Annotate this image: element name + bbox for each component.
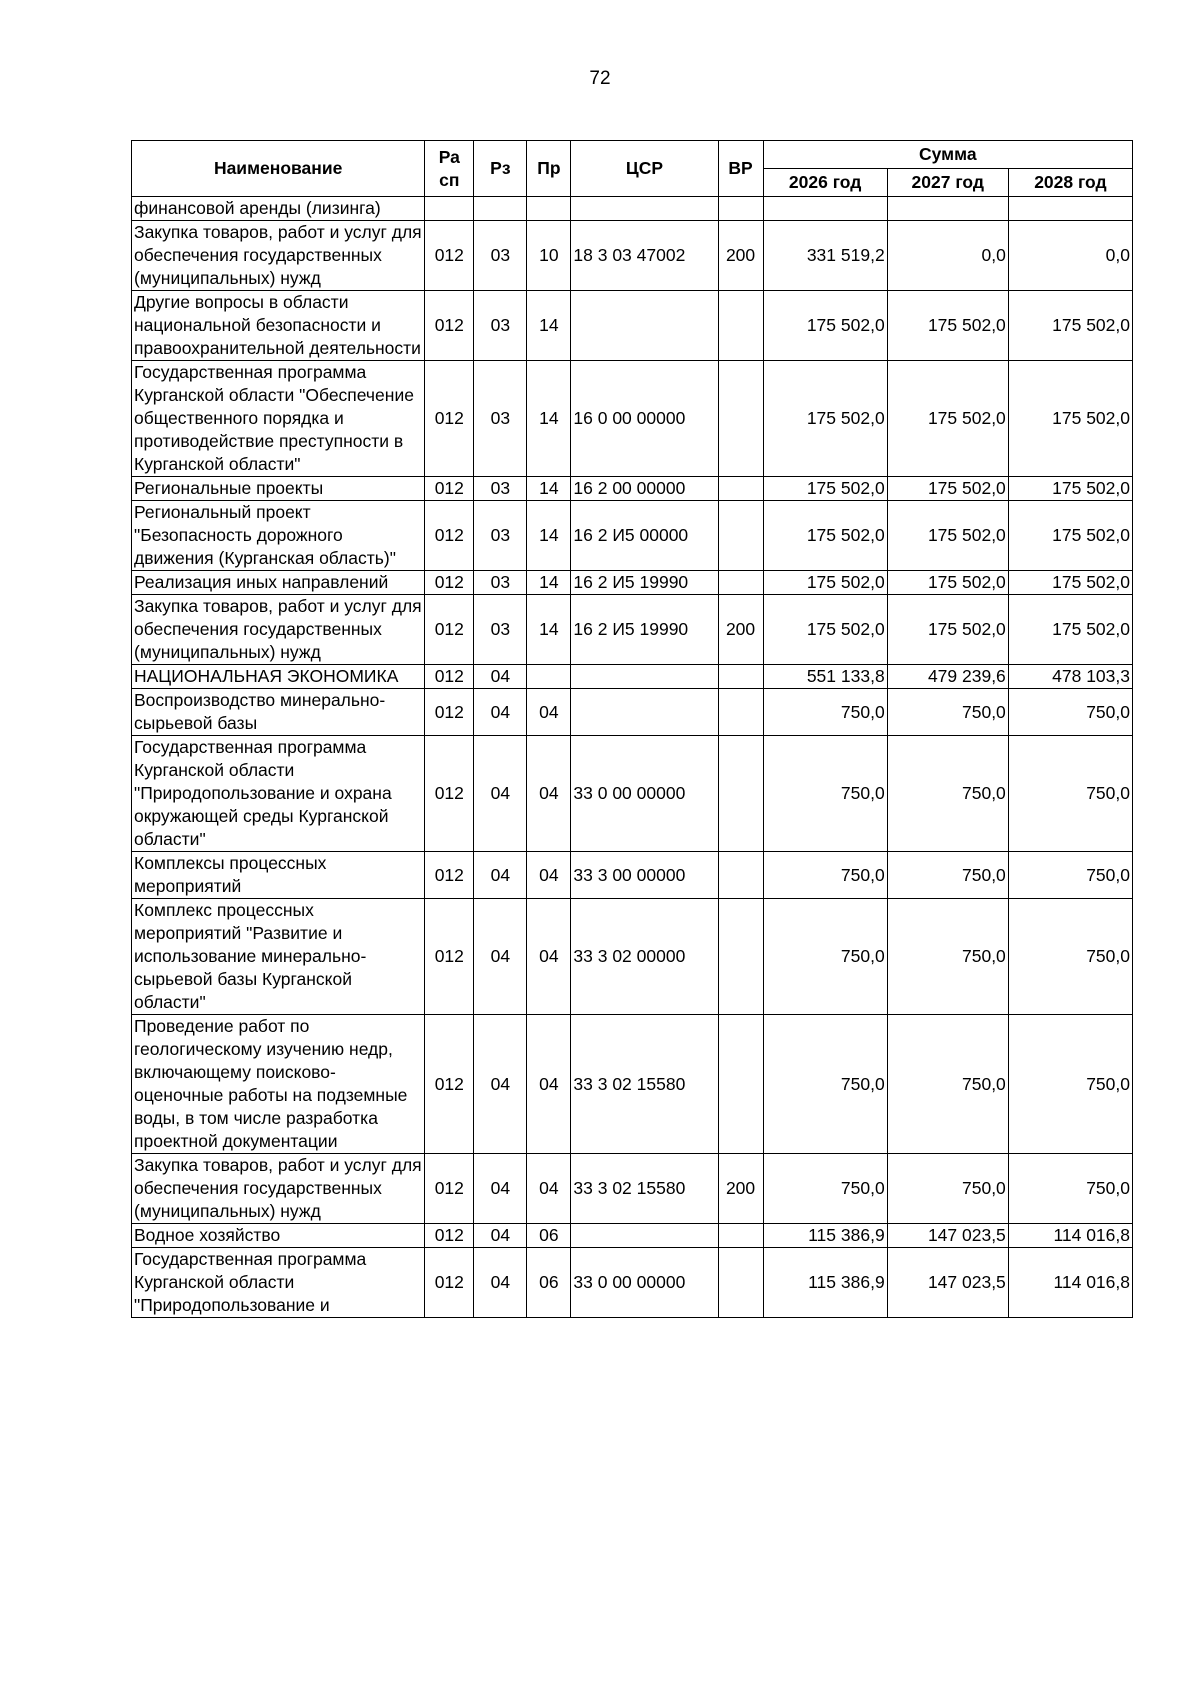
cell-name: Закупка товаров, работ и услуг для обеспечения государственных (муниципальных) нужд: [132, 1154, 425, 1224]
cell-csr: [571, 291, 718, 361]
header-sum: Сумма: [763, 141, 1132, 169]
cell-name: Закупка товаров, работ и услуг для обеспечения государственных (муниципальных) нужд: [132, 595, 425, 665]
cell-2026: 175 502,0: [763, 571, 887, 595]
cell-pr: 04: [527, 899, 571, 1015]
cell-vr: [718, 852, 763, 899]
cell-2027: 175 502,0: [887, 291, 1008, 361]
cell-2027: 147 023,5: [887, 1248, 1008, 1318]
cell-rasp: 012: [425, 291, 474, 361]
cell-pr: 14: [527, 501, 571, 571]
table-row: [132, 291, 1133, 361]
cell-pr: 14: [527, 571, 571, 595]
cell-name: Другие вопросы в области национальной безопасности и правоохранительной деятельности: [132, 291, 425, 361]
cell-vr: [718, 665, 763, 689]
cell-csr: 33 3 00 00000: [571, 852, 718, 899]
cell-2026: 175 502,0: [763, 595, 887, 665]
header-vr: ВР: [718, 141, 763, 197]
cell-2027: 750,0: [887, 689, 1008, 736]
cell-vr: [718, 1015, 763, 1154]
cell-rasp: 012: [425, 501, 474, 571]
cell-name: Государственная программа Курганской области "Обеспечение общественного порядка и противодействие преступности в Курганской области": [132, 361, 425, 477]
cell-csr: [571, 197, 718, 221]
cell-2028: [1008, 197, 1132, 221]
table-header: [132, 141, 1133, 197]
cell-2026: 750,0: [763, 1154, 887, 1224]
cell-2026: 750,0: [763, 1015, 887, 1154]
cell-2026: 750,0: [763, 736, 887, 852]
table-row: [132, 595, 1133, 665]
cell-vr: [718, 291, 763, 361]
cell-2027: 175 502,0: [887, 477, 1008, 501]
cell-rz: 03: [474, 501, 527, 571]
cell-name: Закупка товаров, работ и услуг для обеспечения государственных (муниципальных) нужд: [132, 221, 425, 291]
cell-vr: [718, 571, 763, 595]
table-row: [132, 1248, 1133, 1318]
table-row: [132, 689, 1133, 736]
cell-2028: 750,0: [1008, 1015, 1132, 1154]
cell-csr: 16 2 И5 19990: [571, 571, 718, 595]
table-row: [132, 197, 1133, 221]
cell-rasp: 012: [425, 689, 474, 736]
table-row: [132, 1224, 1133, 1248]
cell-2027: 175 502,0: [887, 595, 1008, 665]
cell-rz: 04: [474, 1015, 527, 1154]
cell-2026: 750,0: [763, 689, 887, 736]
cell-pr: 10: [527, 221, 571, 291]
table-row: [132, 899, 1133, 1015]
cell-2027: 750,0: [887, 736, 1008, 852]
table-body: [132, 197, 1133, 1318]
cell-2028: 175 502,0: [1008, 291, 1132, 361]
cell-rasp: 012: [425, 1224, 474, 1248]
cell-2026: 175 502,0: [763, 291, 887, 361]
table-row: [132, 571, 1133, 595]
cell-vr: [718, 361, 763, 477]
header-rasp: Ра сп: [425, 141, 474, 197]
cell-csr: 33 3 02 15580: [571, 1015, 718, 1154]
cell-2026: [763, 197, 887, 221]
cell-2028: 478 103,3: [1008, 665, 1132, 689]
cell-rasp: [425, 197, 474, 221]
cell-csr: 16 2 00 00000: [571, 477, 718, 501]
cell-2028: 175 502,0: [1008, 595, 1132, 665]
cell-name: Реализация иных направлений: [132, 571, 425, 595]
page-number: 72: [589, 68, 611, 89]
header-year-2027: 2027 год: [887, 169, 1008, 197]
cell-2026: 115 386,9: [763, 1224, 887, 1248]
cell-vr: 200: [718, 221, 763, 291]
cell-2028: 750,0: [1008, 899, 1132, 1015]
cell-rz: 03: [474, 221, 527, 291]
cell-2026: 175 502,0: [763, 361, 887, 477]
cell-rasp: 012: [425, 571, 474, 595]
cell-rz: 04: [474, 852, 527, 899]
cell-2028: 114 016,8: [1008, 1248, 1132, 1318]
cell-vr: [718, 736, 763, 852]
cell-rz: 03: [474, 361, 527, 477]
cell-2028: 0,0: [1008, 221, 1132, 291]
cell-rasp: 012: [425, 221, 474, 291]
cell-vr: 200: [718, 1154, 763, 1224]
cell-2028: 750,0: [1008, 736, 1132, 852]
cell-csr: 18 3 03 47002: [571, 221, 718, 291]
table-row: [132, 736, 1133, 852]
table-row: [132, 361, 1133, 477]
cell-pr: 06: [527, 1248, 571, 1318]
cell-2026: 115 386,9: [763, 1248, 887, 1318]
cell-name: Комплексы процессных мероприятий: [132, 852, 425, 899]
cell-2027: 175 502,0: [887, 571, 1008, 595]
cell-csr: 16 2 И5 19990: [571, 595, 718, 665]
cell-2028: 175 502,0: [1008, 501, 1132, 571]
cell-name: Региональный проект "Безопасность дорожного движения (Курганская область)": [132, 501, 425, 571]
cell-csr: 33 3 02 00000: [571, 899, 718, 1015]
header-csr: ЦСР: [571, 141, 718, 197]
cell-rz: 04: [474, 1248, 527, 1318]
cell-csr: [571, 1224, 718, 1248]
cell-pr: 14: [527, 477, 571, 501]
cell-rz: 04: [474, 736, 527, 852]
header-rz: Рз: [474, 141, 527, 197]
cell-rasp: 012: [425, 1154, 474, 1224]
cell-2026: 175 502,0: [763, 477, 887, 501]
table-row: [132, 1015, 1133, 1154]
cell-rz: 04: [474, 689, 527, 736]
cell-vr: [718, 1248, 763, 1318]
cell-csr: 16 0 00 00000: [571, 361, 718, 477]
cell-csr: [571, 665, 718, 689]
cell-vr: [718, 501, 763, 571]
cell-pr: 14: [527, 291, 571, 361]
cell-pr: 04: [527, 852, 571, 899]
cell-2027: [887, 197, 1008, 221]
cell-pr: 14: [527, 595, 571, 665]
cell-2026: 551 133,8: [763, 665, 887, 689]
cell-rasp: 012: [425, 736, 474, 852]
cell-2027: 0,0: [887, 221, 1008, 291]
cell-2026: 750,0: [763, 899, 887, 1015]
cell-rz: 03: [474, 571, 527, 595]
cell-2028: 175 502,0: [1008, 361, 1132, 477]
cell-pr: 04: [527, 1154, 571, 1224]
cell-rasp: 012: [425, 477, 474, 501]
cell-name: Воспроизводство минерально-сырьевой базы: [132, 689, 425, 736]
cell-2027: 175 502,0: [887, 501, 1008, 571]
cell-rz: 03: [474, 477, 527, 501]
cell-pr: 04: [527, 736, 571, 852]
header-year-2026: 2026 год: [763, 169, 887, 197]
cell-name: Водное хозяйство: [132, 1224, 425, 1248]
cell-2028: 750,0: [1008, 689, 1132, 736]
cell-2028: 114 016,8: [1008, 1224, 1132, 1248]
cell-2027: 750,0: [887, 852, 1008, 899]
cell-csr: 33 0 00 00000: [571, 1248, 718, 1318]
budget-table: [131, 140, 1133, 1318]
cell-2028: 750,0: [1008, 852, 1132, 899]
table-row: [132, 501, 1133, 571]
cell-name: финансовой аренды (лизинга): [132, 197, 425, 221]
header-pr: Пр: [527, 141, 571, 197]
cell-rz: 03: [474, 291, 527, 361]
table-row: [132, 665, 1133, 689]
cell-rz: 04: [474, 665, 527, 689]
cell-csr: [571, 689, 718, 736]
cell-2027: 750,0: [887, 1015, 1008, 1154]
cell-2026: 331 519,2: [763, 221, 887, 291]
cell-rasp: 012: [425, 1248, 474, 1318]
cell-vr: [718, 1224, 763, 1248]
cell-pr: 06: [527, 1224, 571, 1248]
cell-2028: 175 502,0: [1008, 571, 1132, 595]
cell-name: Проведение работ по геологическому изучению недр, включающему поисково-оценочные работы на подземные воды, в том числе разработка проектной документации: [132, 1015, 425, 1154]
table-row: [132, 221, 1133, 291]
cell-2026: 750,0: [763, 852, 887, 899]
cell-csr: 33 0 00 00000: [571, 736, 718, 852]
cell-rasp: 012: [425, 899, 474, 1015]
cell-vr: 200: [718, 595, 763, 665]
cell-2027: 750,0: [887, 899, 1008, 1015]
cell-csr: 16 2 И5 00000: [571, 501, 718, 571]
cell-2027: 479 239,6: [887, 665, 1008, 689]
cell-vr: [718, 689, 763, 736]
cell-2027: 750,0: [887, 1154, 1008, 1224]
cell-2028: 750,0: [1008, 1154, 1132, 1224]
cell-2028: 175 502,0: [1008, 477, 1132, 501]
cell-name: Государственная программа Курганской области "Природопользование и охрана окружающей среды Курганской области": [132, 736, 425, 852]
table-row: [132, 477, 1133, 501]
cell-2026: 175 502,0: [763, 501, 887, 571]
cell-name: Комплекс процессных мероприятий "Развитие и использование минерально-сырьевой базы Курганской области": [132, 899, 425, 1015]
cell-pr: 04: [527, 689, 571, 736]
cell-rz: 04: [474, 1224, 527, 1248]
cell-2027: 175 502,0: [887, 361, 1008, 477]
cell-2027: 147 023,5: [887, 1224, 1008, 1248]
table-row: [132, 852, 1133, 899]
cell-csr: 33 3 02 15580: [571, 1154, 718, 1224]
cell-rasp: 012: [425, 361, 474, 477]
cell-rz: 04: [474, 1154, 527, 1224]
cell-rz: 04: [474, 899, 527, 1015]
header-year-2028: 2028 год: [1008, 169, 1132, 197]
cell-pr: [527, 197, 571, 221]
cell-name: НАЦИОНАЛЬНАЯ ЭКОНОМИКА: [132, 665, 425, 689]
cell-vr: [718, 477, 763, 501]
header-name: Наименование: [132, 141, 425, 197]
cell-rasp: 012: [425, 665, 474, 689]
cell-rasp: 012: [425, 852, 474, 899]
cell-rz: [474, 197, 527, 221]
cell-vr: [718, 197, 763, 221]
cell-rz: 03: [474, 595, 527, 665]
cell-pr: 04: [527, 1015, 571, 1154]
cell-rasp: 012: [425, 1015, 474, 1154]
cell-pr: 14: [527, 361, 571, 477]
cell-name: Региональные проекты: [132, 477, 425, 501]
cell-name: Государственная программа Курганской области "Природопользование и: [132, 1248, 425, 1318]
cell-rasp: 012: [425, 595, 474, 665]
cell-vr: [718, 899, 763, 1015]
table-row: [132, 1154, 1133, 1224]
cell-pr: [527, 665, 571, 689]
